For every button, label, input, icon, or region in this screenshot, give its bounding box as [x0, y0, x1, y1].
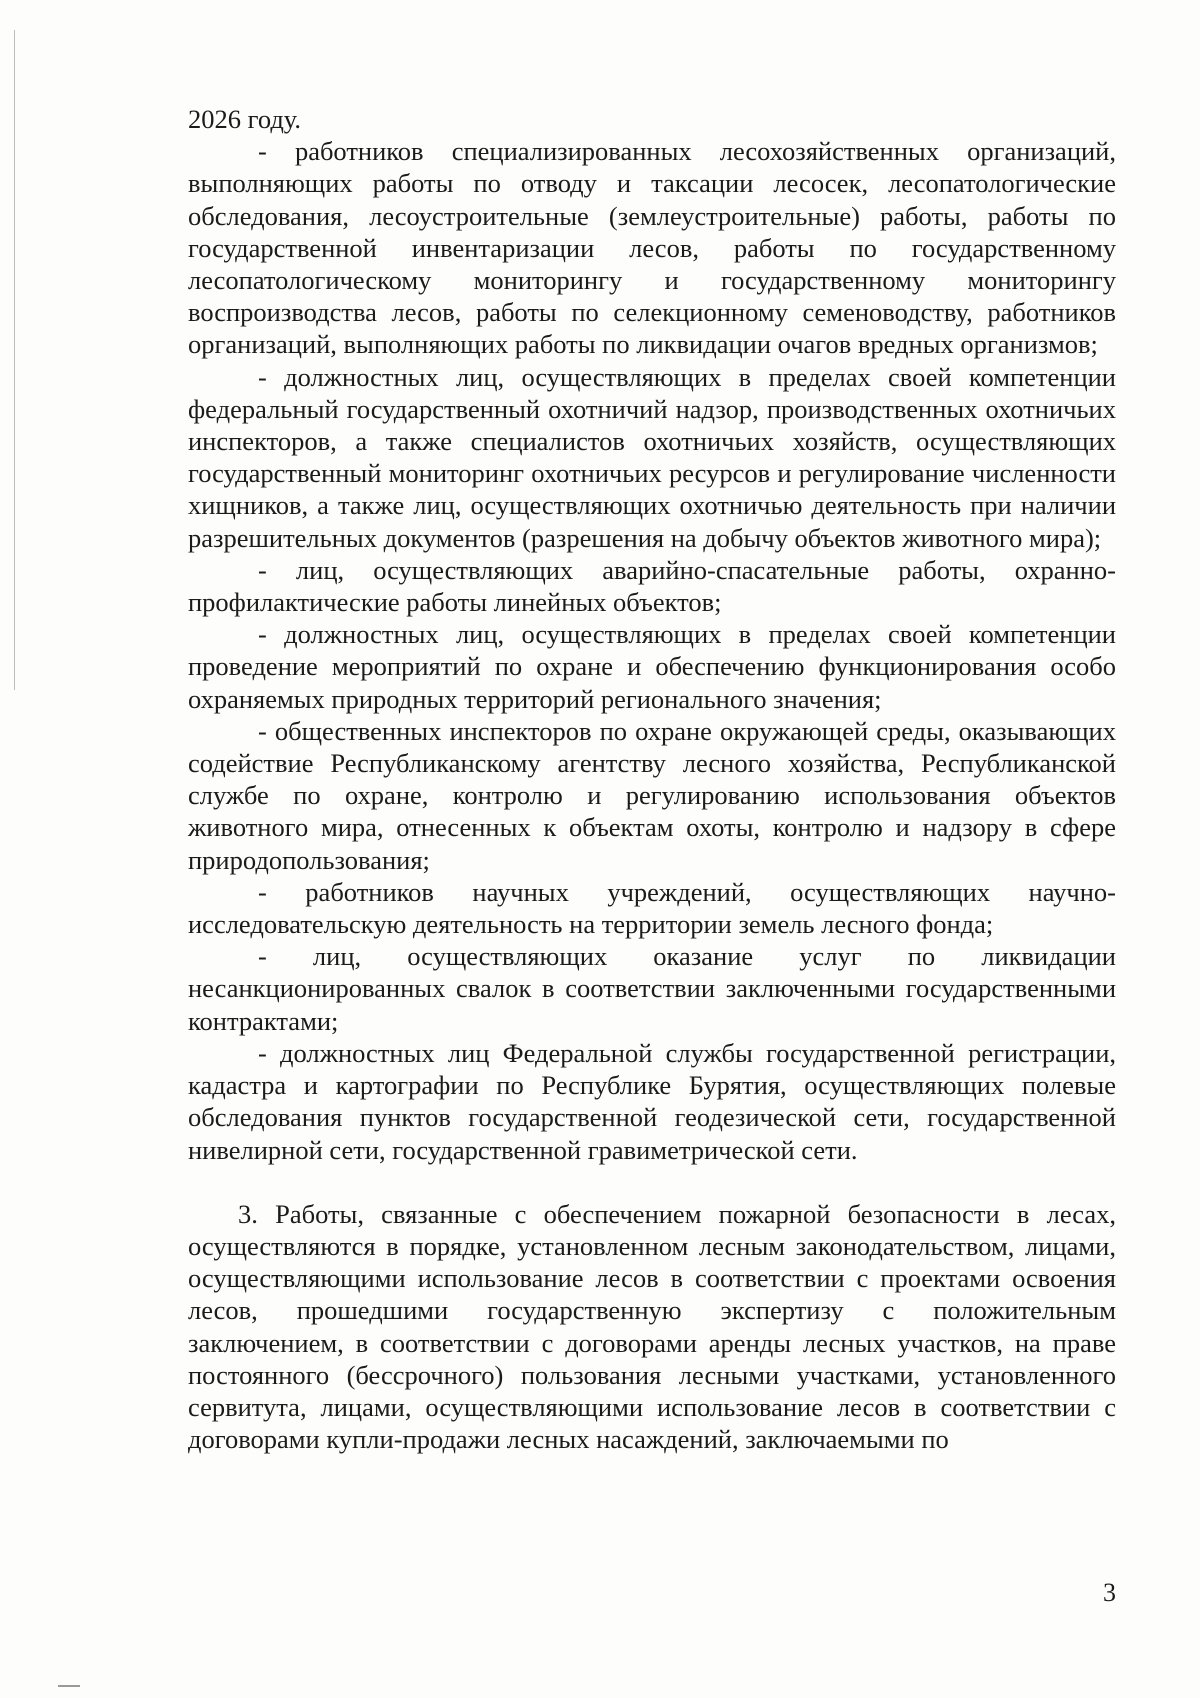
- page-number: 3: [1103, 1578, 1116, 1607]
- opening-line: 2026 году.: [188, 104, 302, 134]
- section-3-paragraph: 3. Работы, связанные с обеспечением пожарной безопасности в лесах, осуществляются в порядке, установленном лесным законодательством, лицами, осуществляющими использование лесов в соответствии с проектами освоения лесов, прошедшими государственную экспертизу с положительным заключением, в соответствии с договорами аренды лесных участков, на праве постоянного (бессрочного) пользования лесными участками, установленного сервитута, лицами, осуществляющими использование лесов в соответствии с договорами купли-продажи лесных насаждений, заключаемыми по: [188, 1198, 1116, 1455]
- scan-edge-line: [14, 30, 15, 690]
- list-item-protected-territories: - должностных лиц, осуществляющих в пределах своей компетенции проведение мероприятий по охране и обеспечению функционирования особо охраняемых природных территорий регионального значения;: [188, 619, 1116, 714]
- list-item-public-inspectors: - общественных инспекторов по охране окружающей среды, оказывающих содействие Республиканскому агентству лесного хозяйства, Республиканской службе по охране, контролю и регулированию использования объектов животного мира, отнесенных к объектам охоты, контролю и надзору в сфере природопользования;: [188, 715, 1116, 875]
- list-item-rescue-works: - лиц, осуществляющих аварийно-спасательные работы, охранно-профилактические работы линейных объектов;: [188, 554, 1116, 618]
- list-item-federal-registration-service: - должностных лиц Федеральной службы государственной регистрации, кадастра и картографии по Республике Бурятия, осуществляющих полевые обследования пунктов государственной геодезической сети, государственной нивелирной сети, государственной гравиметрической сети.: [188, 1037, 1116, 1165]
- list-item-research-institutions: - работников научных учреждений, осуществляющих научно-исследовательскую деятельность на территории земель лесного фонда;: [188, 876, 1116, 940]
- scan-mark: [58, 1685, 80, 1687]
- list-item-hunting-supervision: - должностных лиц, осуществляющих в пределах своей компетенции федеральный государственный охотничий надзор, производственных охотничьих инспекторов, а также специалистов охотничьих хозяйств, осуществляющих государственный мониторинг охотничьих ресурсов и регулирование численности хищников, а также лиц, осуществляющих охотничью деятельность при наличии разрешительных документов (разрешения на добычу объектов животного мира);: [188, 361, 1116, 553]
- list-item-specialized-workers: - работников специализированных лесохозяйственных организаций, выполняющих работы по отводу и таксации лесосек, лесопатологические обследования, лесоустроительные (землеустроительные) работы, работы по государственной инвентаризации лесов, работы по государственному лесопатологическому мониторингу и государственному мониторингу воспроизводства лесов, работы по селекционному семеноводству, работников организаций, выполняющих работы по ликвидации очагов вредных организмов;: [188, 136, 1116, 360]
- document-body: [188, 103, 1116, 1455]
- list-item-landfill-liquidation: - лиц, осуществляющих оказание услуг по ликвидации несанкционированных свалок в соответствии заключенными государственными контрактами;: [188, 941, 1116, 1036]
